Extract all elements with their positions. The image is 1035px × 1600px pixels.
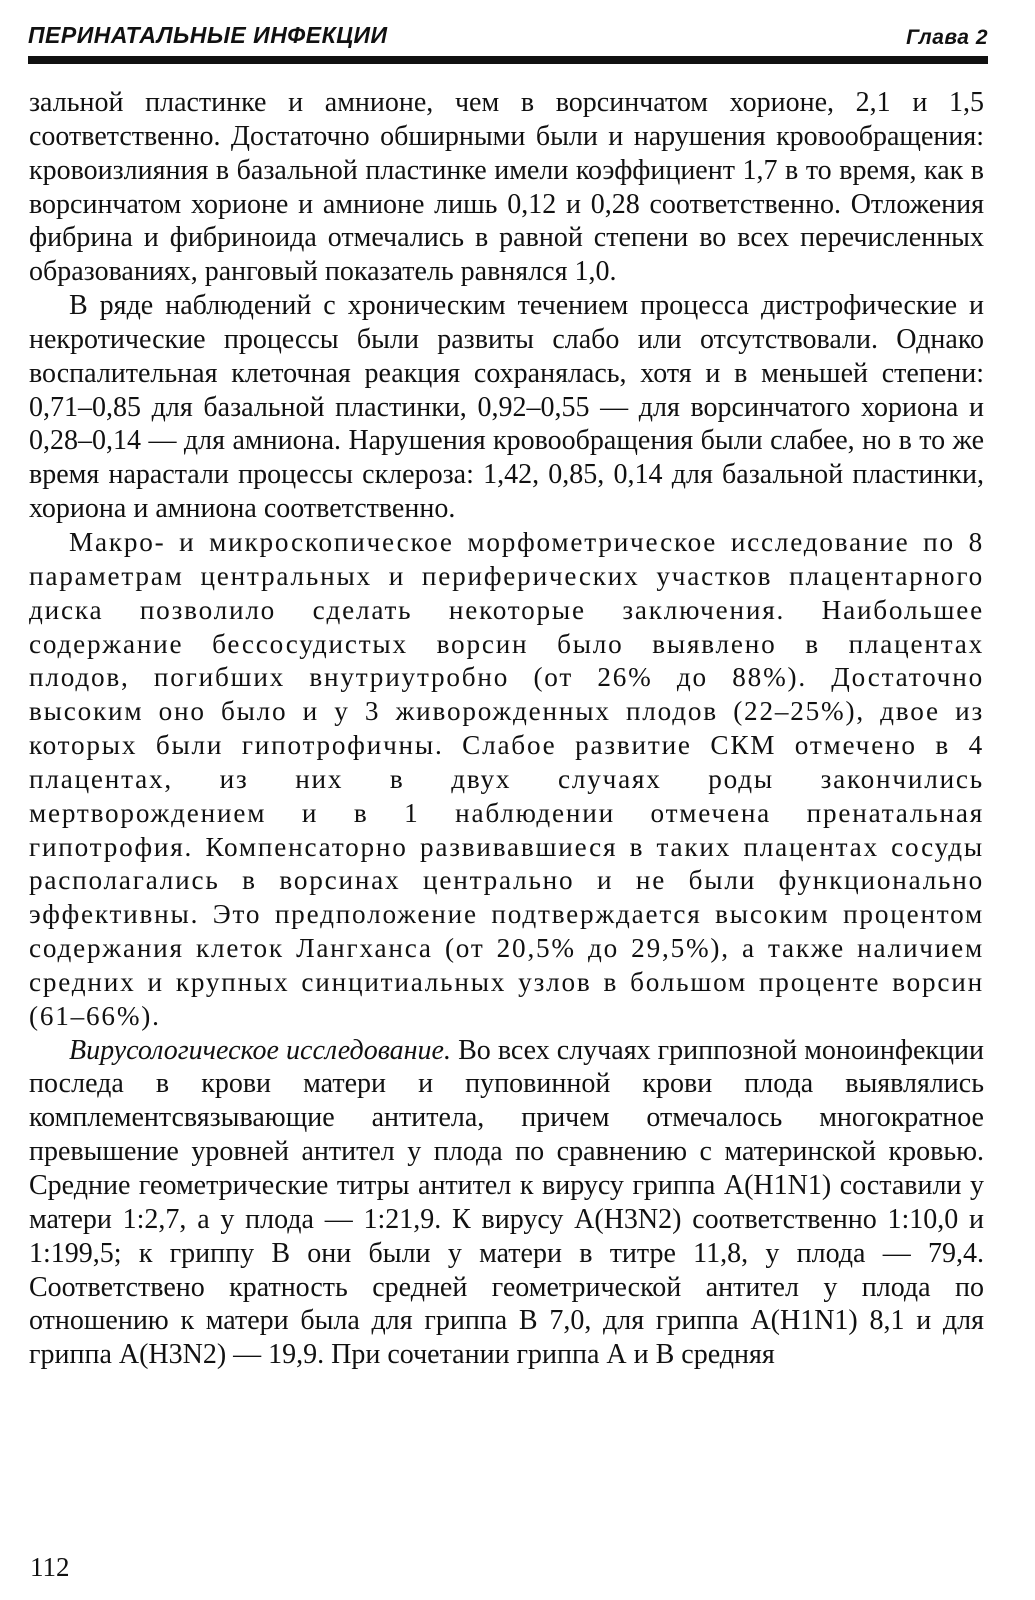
paragraph-3: Макро- и микроскопическое морфометрическое исследование по 8 параметрам центральных и периферических участков плацентарного диска позволило сделать некоторые заключения. Наибольшее содержание бессосудистых ворсин было выявлено в плацентах плодов, погибших внутриутробно (от 26% до 88%). Достаточно высоким оно было и у 3 живорожденных плодов (22–25%), двое из которых были гипотрофичны. Слабое развитие СКМ отмечено в 4 плацентах, из них в двух случаях роды закончились мертворождением и в 1 наблюдении отмечена пренатальная гипотрофия. Компенсаторно развивавшиеся в таких плацентах сосуды располагались в ворсинах центрально и не были функционально эффективны. Это предположение подтверждается высоким процентом содержания клеток Лангханса (от 20,5% до 29,5%), а также наличием средних и крупных синцитиальных узлов в большом проценте ворсин (61–66%). — [29, 526, 984, 1031]
paragraph-2: В ряде наблюдений с хроническим течением процесса дистрофические и некротические процессы были развиты слабо или отсутствовали. Однако воспалительная клеточная реакция сохранялась, хотя и в меньшей степени: 0,71–0,85 для базальной пластинки, 0,92–0,55 — для ворсинчатого хориона и 0,28–0,14 — для амниона. Нарушения кровообращения были слабее, но в то же время нарастали процессы склероза: 1,42, 0,85, 0,14 для базальной пластинки, хориона и амниона соответственно. — [29, 290, 984, 525]
running-header — [28, 18, 988, 50]
body-text — [29, 86, 984, 1372]
paragraph-1: зальной пластинке и амнионе, чем в ворсинчатом хорионе, 2,1 и 1,5 соответственно. Достаточно обширными были и нарушения кровообращения: кровоизлияния в базальной пластинке имели коэффициент 1,7 в то время, как в ворсинчатом хорионе и амнионе лишь 0,12 и 0,28 соответственно. Отложения фибрина и фибриноида отмечались в равной степени во всех перечисленных образованиях, ранговый показатель равнялся 1,0. — [29, 87, 984, 288]
paragraph-4-lead-in: Вирусологическое исследование. — [69, 1034, 451, 1066]
paragraph-4 — [29, 1034, 984, 1372]
header-rule — [28, 56, 988, 64]
page-number: 112 — [30, 1552, 70, 1582]
running-header-title: ПЕРИНАТАЛЬНЫЕ ИНФЕКЦИИ — [28, 22, 388, 48]
paragraph-4-text: Во всех случаях гриппозной моноинфекции последа в крови матери и пуповинной крови плода выявлялись комплементсвязывающие антитела, причем отмечалось многократное превышение уровней антител у плода по сравнению с материнской кровью. Средние геометрические титры антител к вирусу гриппа A(H1N1) составили у матери 1:2,7, а у плода — 1:21,9. К вирусу A(H3N2) соответственно 1:10,0 и 1:199,5; к гриппу В они были у матери в титре 11,8, у плода — 79,4. Соответствено кратность средней геометрической антител у плода по отношению к матери была для гриппа В 7,0, для гриппа A(H1N1) 8,1 и для гриппа A(H3N2) — 19,9. При сочетании гриппа А и В средняя — [29, 1034, 984, 1371]
running-header-chapter: Глава 2 — [906, 26, 988, 49]
